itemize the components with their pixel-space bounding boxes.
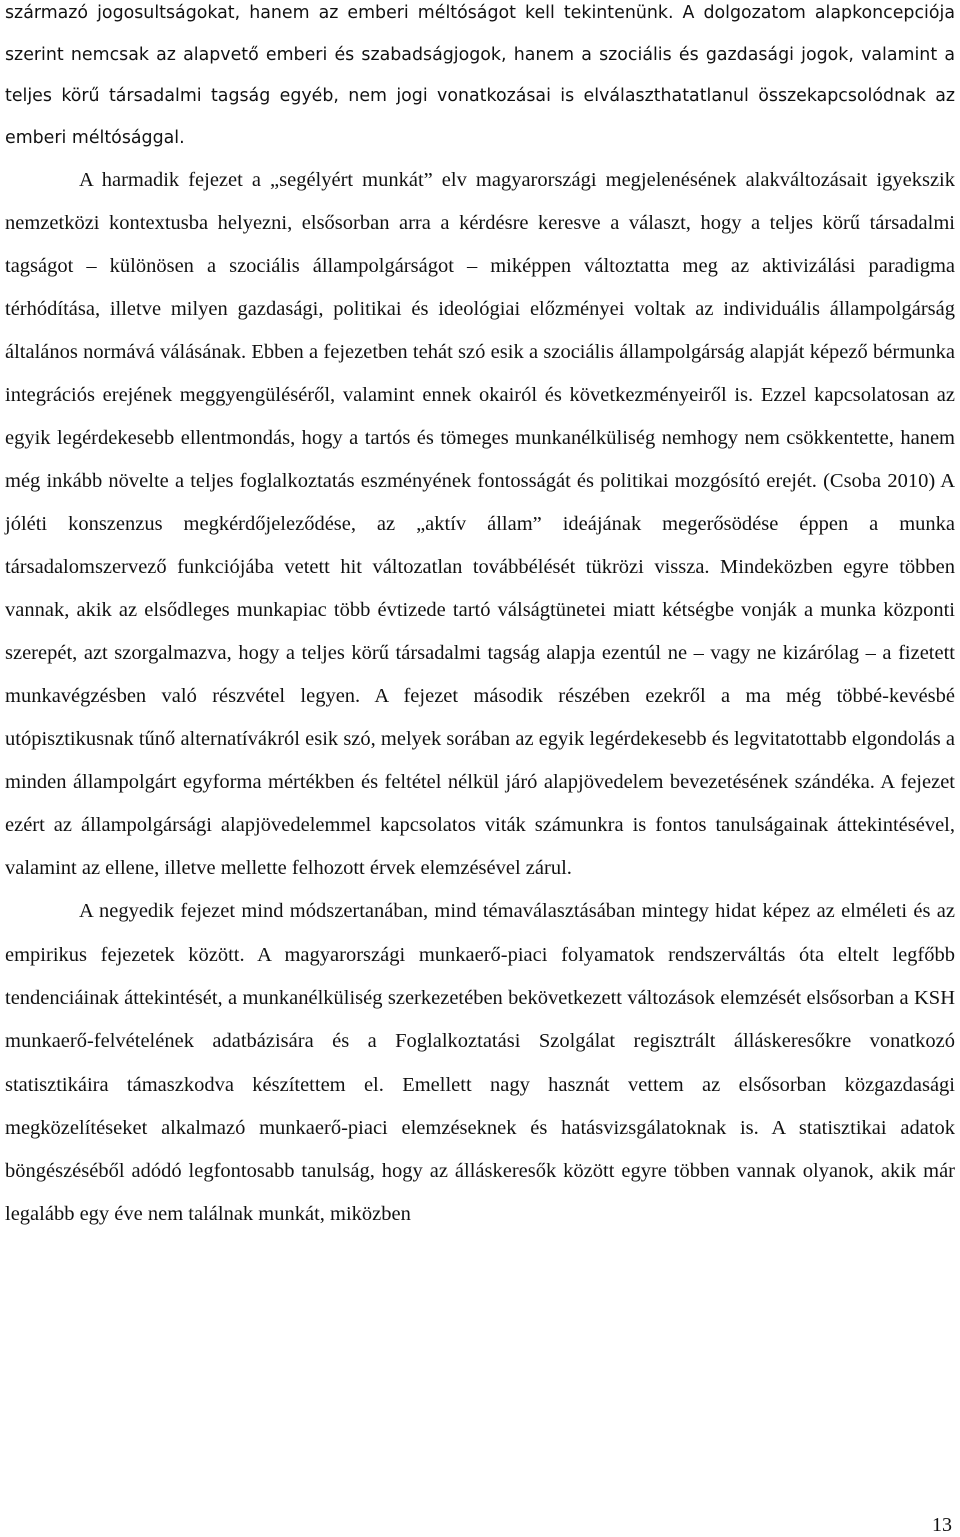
page-number: 13: [932, 1514, 952, 1536]
paragraph-fourth-chapter: A negyedik fejezet mind módszertanában, mind témaválasztásában mintegy hidat képez az elméleti és az empirikus fejezetek között. A magyarországi munkaerő-piaci folyamatok rendszerváltás óta eltelt legfőbb tendenciáinak áttekintését, a munkanélküliség szerkezetében bekövetkezett változások elemzését elsősorban a KSH munkaerő-felvételének adatbázisára és a Foglalkoztatási Szolgálat regisztrált álláskeresőkre vonatkozó statisztikáira támaszkodva készítettem el. Emellett nagy hasznát vettem az elsősorban közgazdasági megközelítéseket alkalmazó munkaerő-piaci elemzéseknek és hatásvizsgálatoknak is. A statisztikai adatok böngészéséből adódó legfontosabb tanulság, hogy az álláskeresők között egyre többen vannak olyanok, akik már legalább egy éve nem találnak munkát, miközben: [5, 900, 955, 1226]
paragraph-continuation: származó jogosultságokat, hanem az emberi méltóságot kell tekintenünk. A dolgozatom alapkoncepciója szerint nemcsak az alapvető emberi és szabadságjogok, hanem a szociális és gazdasági jogok, valamint a teljes körű társadalmi tagság egyéb, nem jogi vonatkozásai is elválaszthatatlanul összekapcsolódnak az emberi méltósággal.: [5, 3, 955, 148]
paragraph-third-chapter: A harmadik fejezet a „segélyért munkát” elv magyarországi megjelenésének alakváltozásait igyekszik nemzetközi kontextusba helyezni, elsősorban arra a kérdésre keresve a választ, hogy a teljes körű társadalmi tagságot – különösen a szociális állampolgárságot – miképpen változtatta meg az aktivizálási paradigma térhódítása, illetve milyen gazdasági, politikai és ideológiai előzményei voltak az individuális állampolgárság általános normává válásának. Ebben a fejezetben tehát szó esik a szociális állampolgárság alapját képező bérmunka integrációs erejének meggyengüléséről, valamint ennek okairól és következményeiről is. Ezzel kapcsolatosan az egyik legérdekesebb ellentmondás, hogy a tartós és tömeges munkanélküliség nemhogy nem csökkentette, hanem még inkább növelte a teljes foglalkoztatás eszményének fontosságát és politikai mozgósító erejét. (Csoba 2010) A jóléti konszenzus megkérdőjeleződése, az „aktív állam” ideájának megerősödése éppen a munka társadalomszervező funkciójába vetett hit változatlan továbbélését tükrözi vissza. Mindeközben egyre többen vannak, akik az elsődleges munkapiac több évtizede tartó válságtünetei miatt kétségbe vonják a munka központi szerepét, azt szorgalmazva, hogy a teljes körű társadalmi tagság alapja ezentúl ne – vagy ne kizárólag – a fizetett munkavégzésben való részvétel legyen. A fejezet második részében ezekről a ma még többé-kevésbé utópisztikusnak tűnő alternatívákról esik szó, melyek sorában az egyik legérdekesebb és legvitatottabb elgondolás a minden állampolgárt egyforma mértékben és feltétel nélkül járó alapjövedelem bevezetésének szándéka. A fejezet ezért az állampolgársági alapjövedelemmel kapcsolatos viták számunkra is fontos tanulságainak áttekintésével, valamint az ellene, illetve mellette felhozott érvek elemzésével zárul.: [5, 169, 955, 880]
document-page: [5, 0, 955, 1237]
